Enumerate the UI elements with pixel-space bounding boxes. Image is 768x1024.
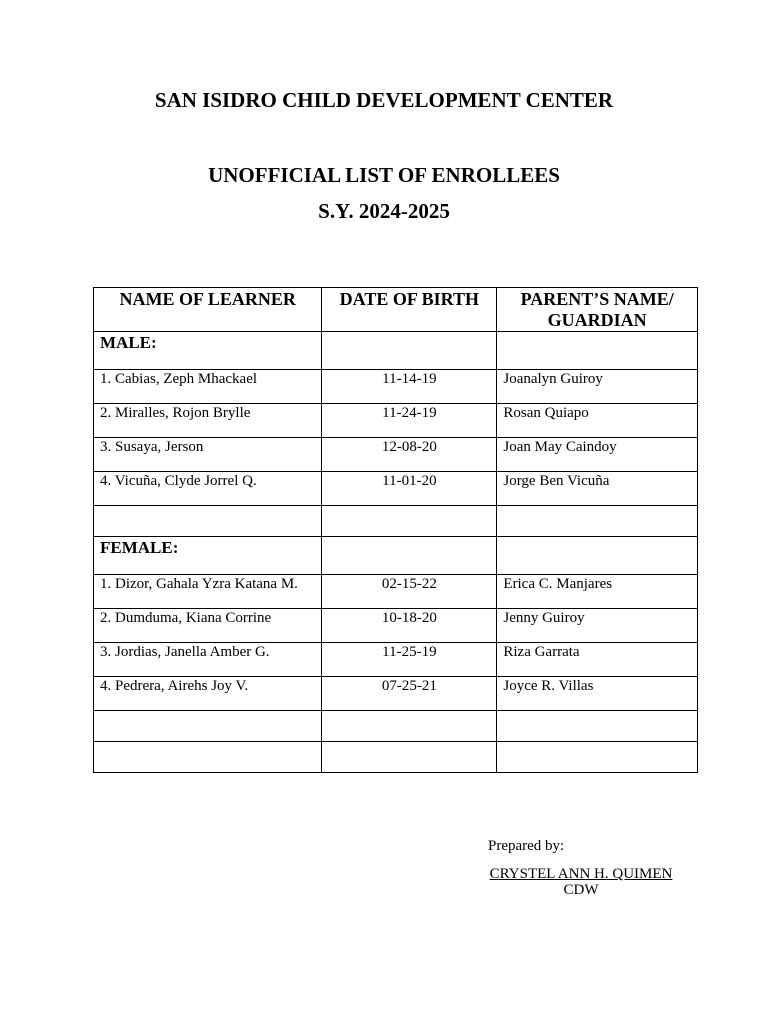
list-title: UNOFFICIAL LIST OF ENROLLEES: [208, 163, 560, 187]
parent-name: Jorge Ben Vicuña: [497, 472, 698, 506]
parent-name: Joyce R. Villas: [497, 677, 698, 711]
learner-dob: 10-18-20: [322, 609, 497, 643]
learner-name: 4. Pedrera, Airehs Joy V.: [94, 677, 322, 711]
learner-name: 1. Dizor, Gahala Yzra Katana M.: [94, 575, 322, 609]
table-row: [94, 677, 698, 711]
table-row: [94, 609, 698, 643]
empty-cell: [94, 742, 322, 773]
empty-cell: [497, 537, 698, 575]
learner-dob: 07-25-21: [322, 677, 497, 711]
empty-cell: [322, 742, 497, 773]
column-header-dob: DATE OF BIRTH: [322, 288, 497, 332]
learner-name: 2. Miralles, Rojon Brylle: [94, 404, 322, 438]
table-row: [94, 438, 698, 472]
signer-title: CDW: [563, 882, 599, 898]
enrollees-table: [93, 287, 698, 773]
table-row: [94, 370, 698, 404]
learner-name: 4. Vicuña, Clyde Jorrel Q.: [94, 472, 322, 506]
center-name: SAN ISIDRO CHILD DEVELOPMENT CENTER: [154, 88, 614, 112]
learner-dob: 11-25-19: [322, 643, 497, 677]
table-row: [94, 643, 698, 677]
empty-cell: [94, 711, 322, 742]
table-header-row: [94, 288, 698, 332]
table-row: [94, 575, 698, 609]
learner-dob: 11-01-20: [322, 472, 497, 506]
parent-name: Joan May Caindoy: [497, 438, 698, 472]
blank-row: [94, 742, 698, 773]
parent-name: Riza Garrata: [497, 643, 698, 677]
parent-name: Joanalyn Guiroy: [497, 370, 698, 404]
signer-name: CRYSTEL ANN H. QUIMEN: [489, 866, 673, 882]
parent-name: Erica C. Manjares: [497, 575, 698, 609]
empty-cell: [322, 537, 497, 575]
learner-dob: 11-24-19: [322, 404, 497, 438]
learner-name: 3. Jordias, Janella Amber G.: [94, 643, 322, 677]
table-row: [94, 472, 698, 506]
empty-cell: [497, 332, 698, 370]
empty-cell: [322, 506, 497, 537]
prepared-by-label: Prepared by:: [488, 838, 565, 854]
column-header-parent: PARENT’S NAME/ GUARDIAN: [497, 288, 698, 332]
empty-cell: [94, 506, 322, 537]
learner-name: 2. Dumduma, Kiana Corrine: [94, 609, 322, 643]
learner-dob: 11-14-19: [322, 370, 497, 404]
school-year: S.Y. 2024-2025: [318, 199, 450, 223]
section-label-male: MALE:: [94, 332, 322, 370]
table-row: [94, 404, 698, 438]
blank-row: [94, 506, 698, 537]
empty-cell: [322, 332, 497, 370]
parent-name: Jenny Guiroy: [497, 609, 698, 643]
section-row-male: [94, 332, 698, 370]
learner-dob: 02-15-22: [322, 575, 497, 609]
empty-cell: [322, 711, 497, 742]
learner-name: 3. Susaya, Jerson: [94, 438, 322, 472]
empty-cell: [497, 506, 698, 537]
learner-dob: 12-08-20: [322, 438, 497, 472]
learner-name: 1. Cabias, Zeph Mhackael: [94, 370, 322, 404]
section-row-female: [94, 537, 698, 575]
section-label-female: FEMALE:: [94, 537, 322, 575]
parent-name: Rosan Quiapo: [497, 404, 698, 438]
column-header-name: NAME OF LEARNER: [94, 288, 322, 332]
empty-cell: [497, 711, 698, 742]
empty-cell: [497, 742, 698, 773]
signature-block: [486, 866, 676, 898]
blank-row: [94, 711, 698, 742]
